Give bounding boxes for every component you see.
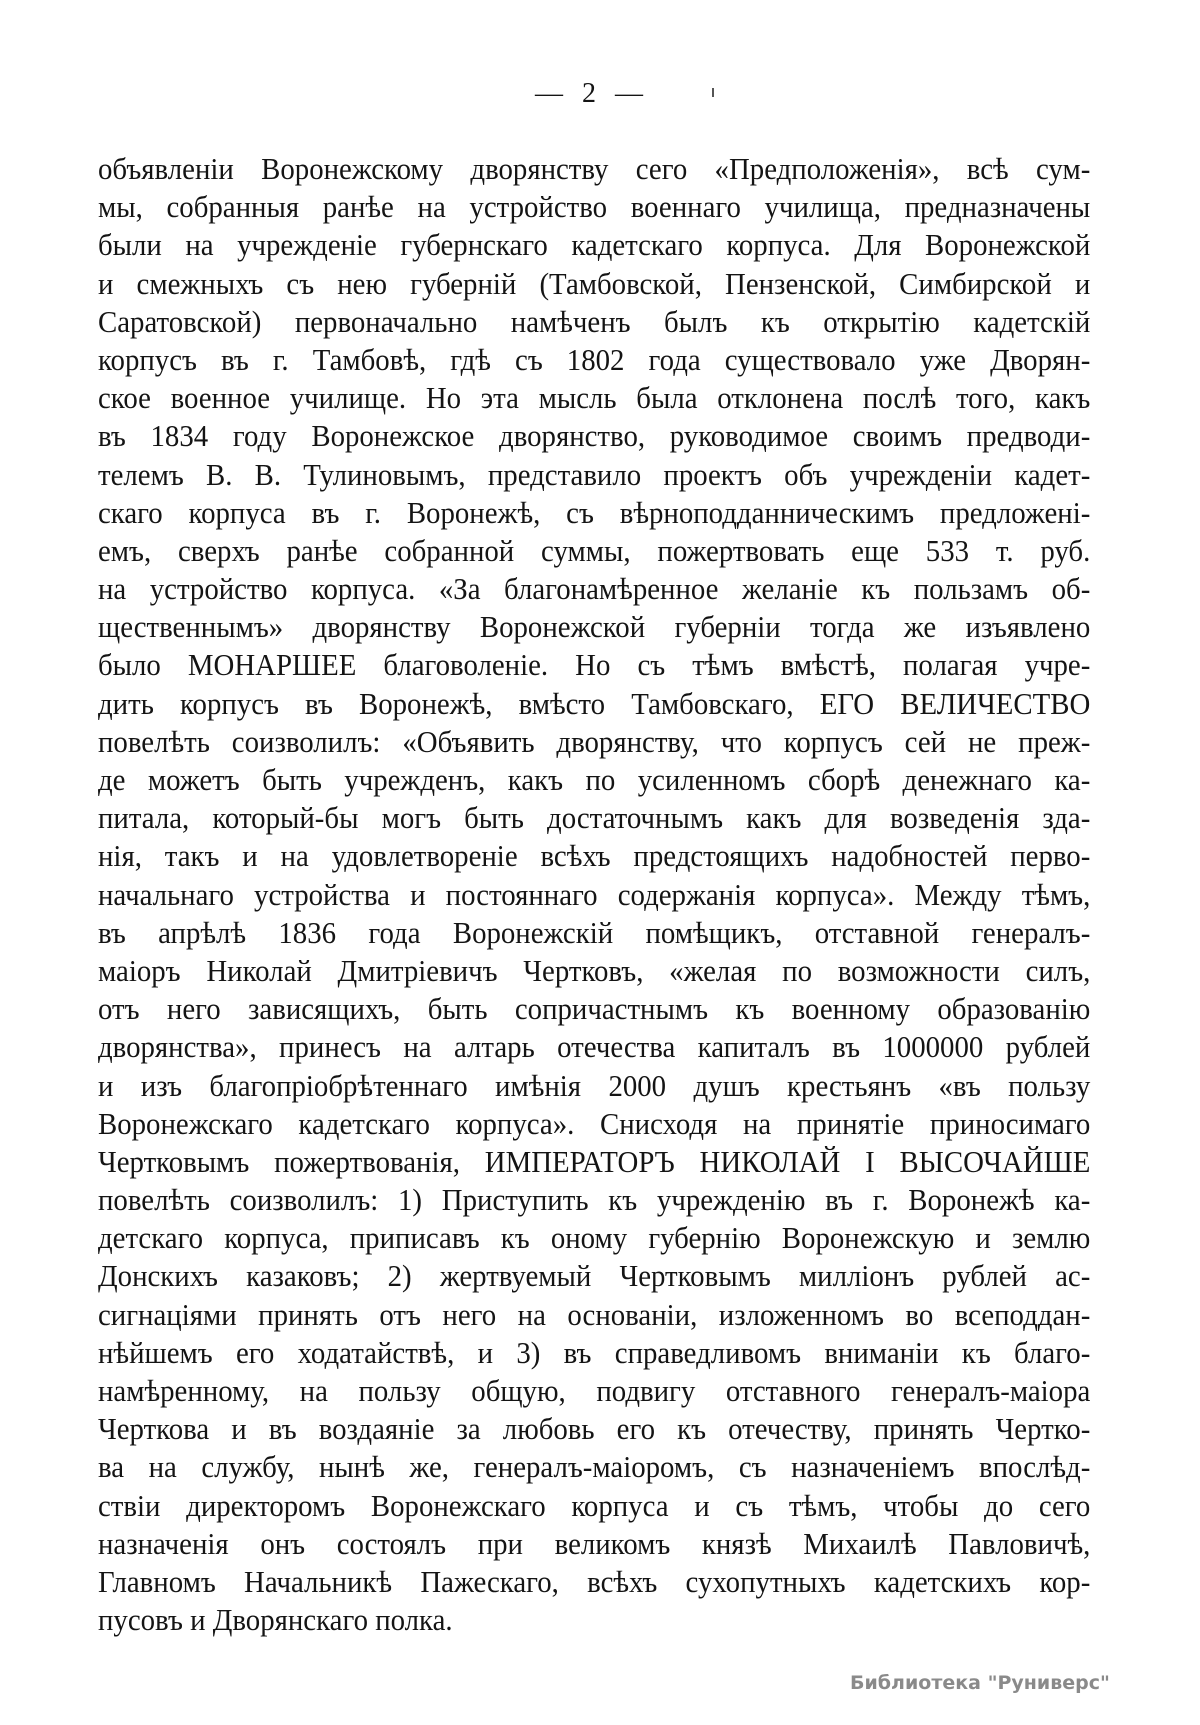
text-line: ствіи директоромъ Воронежскаго корпуса и съ тѣмъ, чтобы до сего <box>98 1487 1091 1523</box>
text-line: Черткова и въ воздаяніе за любовь его къ отечеству, принять Чертко- <box>98 1411 1091 1447</box>
library-watermark: Библиотека "Руниверс" <box>850 1672 1110 1694</box>
text-line: было МОНАРШЕЕ благоволеніе. Но съ тѣмъ вмѣстѣ, полагая учре- <box>98 647 1091 683</box>
text-line: маіоръ Николай Дмитріевичъ Чертковъ, «желая по возможности силъ, <box>98 952 1091 988</box>
text-line: объявленіи Воронежскому дворянству сего «Предположенія», всѣ сум- <box>98 151 1091 186</box>
text-line: Чертковымъ пожертвованія, ИМПЕРАТОРЪ НИКОЛАЙ I ВЫСОЧАЙШЕ <box>98 1143 1091 1179</box>
text-line: были на учрежденіе губернскаго кадетскаго корпуса. Для Воронежской <box>98 227 1091 263</box>
text-line: нія, такъ и на удовлетвореніе всѣхъ предстоящихъ надобностей перво- <box>98 838 1091 874</box>
text-line: начальнаго устройства и постояннаго содержанія корпуса». Между тѣмъ, <box>98 876 1091 912</box>
text-line: скаго корпуса въ г. Воронежѣ, съ вѣрноподданническимъ предложені- <box>98 494 1091 530</box>
text-line: корпусъ въ г. Тамбовѣ, гдѣ съ 1802 года существовало уже Дворян- <box>98 341 1091 377</box>
text-line: дворянства», принесъ на алтарь отечества капиталъ въ 1000000 рублей <box>98 1029 1091 1065</box>
body-text <box>98 150 1090 1639</box>
text-line: пусовъ и Дворянскаго полка. <box>98 1602 453 1638</box>
text-line: намѣренному, на пользу общую, подвигу отставного генералъ-маіора <box>98 1373 1091 1408</box>
text-line: повелѣть соизволилъ: 1) Приступить къ учрежденію въ г. Воронежѣ ка- <box>98 1182 1091 1218</box>
text-line: телемъ В. В. Тулиновымъ, представило проектъ объ учрежденіи кадет- <box>98 456 1091 492</box>
text-line: мы, собранныя ранѣе на устройство военнаго училища, предназначены <box>98 189 1091 225</box>
text-line: де можетъ быть учрежденъ, какъ по усиленномъ сборѣ денежнаго ка- <box>98 762 1091 797</box>
text-line: питала, который-бы могъ быть достаточнымъ какъ для возведенія зда- <box>98 800 1091 836</box>
text-line: ва на службу, нынѣ же, генералъ-маіоромъ, съ назначеніемъ впослѣд- <box>98 1449 1091 1485</box>
text-line: Воронежскаго кадетскаго корпуса». Снисходя на принятіе приносимаго <box>98 1105 1091 1141</box>
text-line: нѣйшемъ его ходатайствѣ, и 3) въ справедливомъ вниманіи къ благо- <box>98 1334 1091 1370</box>
text-line: Главномъ Начальникѣ Пажескаго, всѣхъ сухопутныхъ кадетскихъ кор- <box>98 1563 1091 1599</box>
text-line: детскаго корпуса, приписавъ къ оному губернію Воронежскую и землю <box>98 1220 1091 1256</box>
text-line: емъ, сверхъ ранѣе собранной суммы, пожертвовать еще 533 т. руб. <box>98 532 1091 568</box>
text-line: отъ него зависящихъ, быть сопричастнымъ къ военному образованію <box>98 991 1091 1027</box>
text-line: ское военное училище. Но эта мысль была отклонена послѣ того, какъ <box>98 380 1091 416</box>
scan-speck <box>712 88 714 97</box>
page-number: — 2 — <box>535 78 649 109</box>
text-line: въ 1834 году Воронежское дворянство, руководимое своимъ предводи- <box>98 418 1091 454</box>
text-line: назначенія онъ состоялъ при великомъ князѣ Михаилѣ Павловичѣ, <box>98 1525 1091 1561</box>
text-line: и изъ благопріобрѣтеннаго имѣнія 2000 душъ крестьянъ «въ пользу <box>98 1067 1091 1103</box>
text-line: дить корпусъ въ Воронежѣ, вмѣсто Тамбовскаго, ЕГО ВЕЛИЧЕСТВО <box>98 685 1091 721</box>
text-line: Саратовской) первоначально намѣченъ былъ къ открытію кадетскій <box>98 303 1091 339</box>
text-line: на устройство корпуса. «За благонамѣренное желаніе къ пользамъ об- <box>98 571 1091 607</box>
text-line: Донскихъ казаковъ; 2) жертвуемый Чертковымъ милліонъ рублей ас- <box>98 1258 1091 1294</box>
text-line: и смежныхъ съ нею губерній (Тамбовской, Пензенской, Симбирской и <box>98 265 1091 301</box>
text-line: сигнаціями принять отъ него на основаніи, изложенномъ во всеподдан- <box>98 1296 1091 1332</box>
text-line: щественнымъ» дворянству Воронежской губерніи тогда же изъявлено <box>98 609 1091 645</box>
text-line: повелѣть соизволилъ: «Объявить дворянству, что корпусъ сей не преж- <box>98 723 1091 759</box>
text-line: въ апрѣлѣ 1836 года Воронежскій помѣщикъ, отставной генералъ- <box>98 914 1091 950</box>
